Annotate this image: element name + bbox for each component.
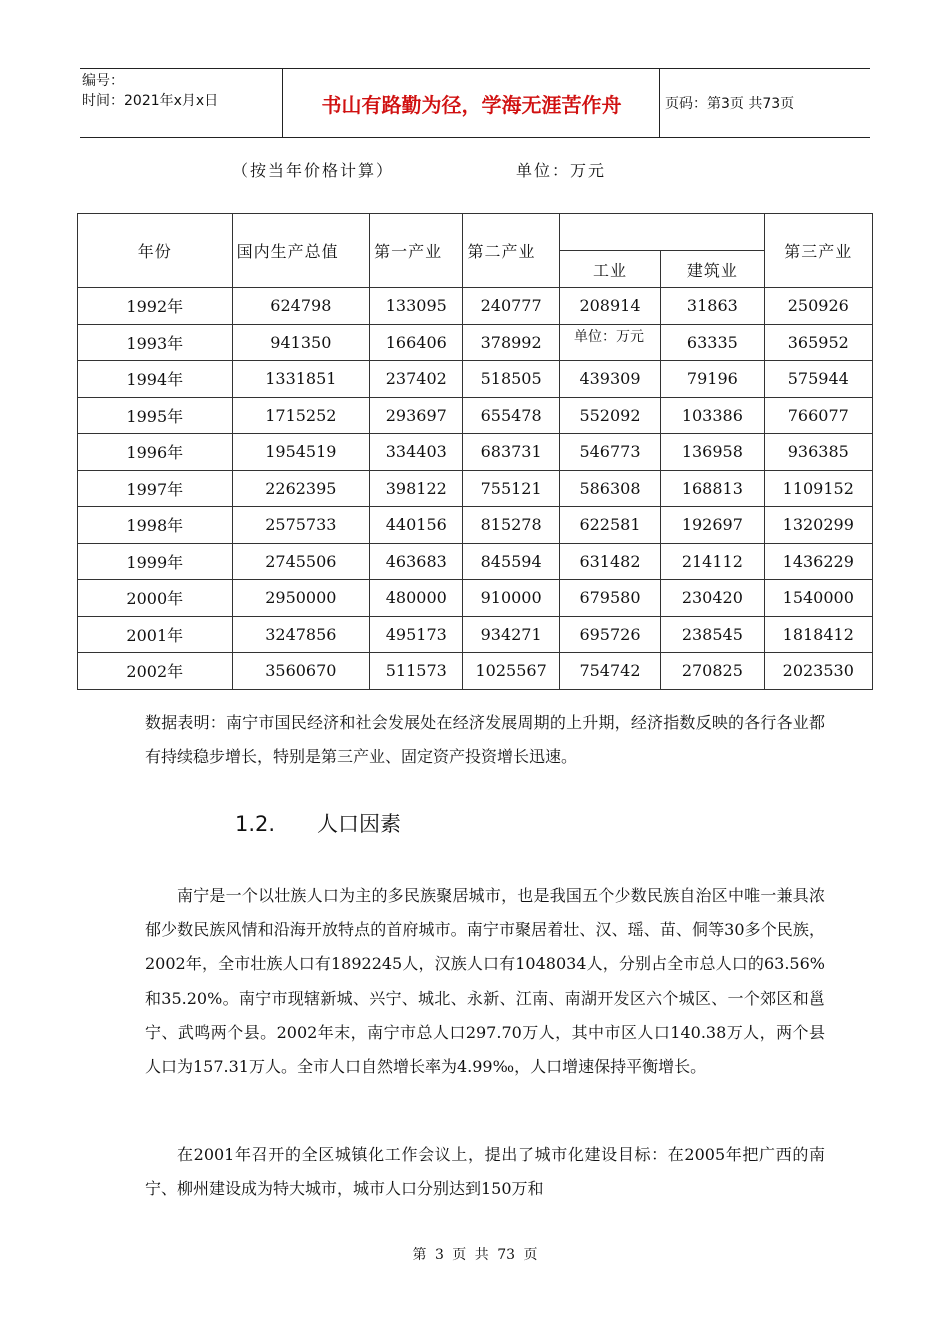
cell-construction: 192697 xyxy=(661,507,764,544)
cell-primary: 495173 xyxy=(370,616,463,653)
cell-tertiary: 1436229 xyxy=(764,543,872,580)
cell-tertiary: 2023530 xyxy=(764,653,872,690)
cell-industry: 695726 xyxy=(559,616,660,653)
cell-gdp: 2745506 xyxy=(232,543,370,580)
table-row xyxy=(78,653,873,690)
cell-secondary: 378992 xyxy=(463,324,559,361)
cell-year: 1996年 xyxy=(78,434,233,471)
section-number: 1.2. xyxy=(235,812,276,836)
cell-tertiary: 1109152 xyxy=(764,470,872,507)
population-paragraph: 南宁是一个以壮族人口为主的多民族聚居城市，也是我国五个少数民族自治区中唯一兼具浓郁少数民族风情和沿海开放特点的首府城市。南宁市聚居着壮、汉、瑶、苗、侗等30多个民族，2002年，全市壮族人口有1892245人，汉族人口有1048034人，分别占全市总人口的63.56%和35.20%。南宁市现辖新城、兴宁、城北、永新、江南、南湖开发区六个城区、一个郊区和邕宁、武鸣两个县。2002年末，南宁市总人口297.70万人，其中市区人口140.38万人，两个县人口为157.31万人。全市人口自然增长率为4.99‰，人口增速保持平衡增长。 xyxy=(145,886,825,1077)
table-row xyxy=(78,361,873,398)
document-date: 时间：2021年x月x日 xyxy=(82,93,219,109)
cell-gdp: 3247856 xyxy=(232,616,370,653)
cell-construction: 79196 xyxy=(661,361,764,398)
cell-industry: 552092 xyxy=(559,397,660,434)
cell-gdp: 2262395 xyxy=(232,470,370,507)
cell-construction: 63335 xyxy=(661,324,764,361)
table-row xyxy=(78,543,873,580)
cell-secondary: 1025567 xyxy=(463,653,559,690)
cell-secondary: 755121 xyxy=(463,470,559,507)
price-basis-note: （按当年价格计算） xyxy=(232,161,395,180)
table-overlay-unit-note: 单位：万元 xyxy=(572,326,646,346)
cell-construction: 31863 xyxy=(661,288,764,325)
table-row xyxy=(78,288,873,325)
cell-gdp: 2950000 xyxy=(232,580,370,617)
cell-construction: 168813 xyxy=(661,470,764,507)
header-motto: 书山有路勤为径，学海无涯苦作舟 xyxy=(284,69,660,137)
unit-label: 单位：万元 xyxy=(516,161,607,180)
cell-year: 1998年 xyxy=(78,507,233,544)
cell-industry: 208914 xyxy=(559,288,660,325)
table-header-row xyxy=(78,214,873,251)
cell-secondary: 845594 xyxy=(463,543,559,580)
cell-tertiary: 250926 xyxy=(764,288,872,325)
cell-secondary: 655478 xyxy=(463,397,559,434)
cell-primary: 133095 xyxy=(370,288,463,325)
table-row xyxy=(78,434,873,471)
cell-tertiary: 1540000 xyxy=(764,580,872,617)
cell-gdp: 2575733 xyxy=(232,507,370,544)
cell-industry: 586308 xyxy=(559,470,660,507)
cell-tertiary: 365952 xyxy=(764,324,872,361)
header-construction: 建筑业 xyxy=(661,251,764,288)
table-row xyxy=(78,470,873,507)
cell-year: 1993年 xyxy=(78,324,233,361)
header-meta xyxy=(80,69,283,137)
cell-primary: 480000 xyxy=(370,580,463,617)
cell-gdp: 941350 xyxy=(232,324,370,361)
cell-tertiary: 1320299 xyxy=(764,507,872,544)
cell-primary: 398122 xyxy=(370,470,463,507)
cell-industry: 754742 xyxy=(559,653,660,690)
table-row xyxy=(78,616,873,653)
cell-year: 1997年 xyxy=(78,470,233,507)
cell-secondary: 910000 xyxy=(463,580,559,617)
cell-gdp: 1715252 xyxy=(232,397,370,434)
cell-industry: 546773 xyxy=(559,434,660,471)
cell-industry: 622581 xyxy=(559,507,660,544)
table-row xyxy=(78,580,873,617)
section-title: 人口因素 xyxy=(317,812,401,836)
cell-year: 2000年 xyxy=(78,580,233,617)
cell-primary: 334403 xyxy=(370,434,463,471)
cell-year: 2002年 xyxy=(78,653,233,690)
header-year: 年份 xyxy=(78,214,233,288)
cell-secondary: 934271 xyxy=(463,616,559,653)
cell-primary: 463683 xyxy=(370,543,463,580)
cell-industry: 631482 xyxy=(559,543,660,580)
cell-gdp: 624798 xyxy=(232,288,370,325)
header-secondary-breakdown xyxy=(559,214,764,251)
cell-construction: 238545 xyxy=(661,616,764,653)
cell-primary: 293697 xyxy=(370,397,463,434)
cell-tertiary: 936385 xyxy=(764,434,872,471)
cell-industry: 679580 xyxy=(559,580,660,617)
cell-construction: 230420 xyxy=(661,580,764,617)
data-summary-paragraph: 数据表明：南宁市国民经济和社会发展处在经济发展周期的上升期，经济指数反映的各行各业都有持续稳步增长，特别是第三产业、固定资产投资增长迅速。 xyxy=(145,713,825,766)
page-footer: 第 3 页 共 73 页 xyxy=(412,1247,538,1263)
cell-construction: 214112 xyxy=(661,543,764,580)
header-tertiary: 第三产业 xyxy=(764,214,872,288)
cell-secondary: 815278 xyxy=(463,507,559,544)
header-page-info: 页码：第3页 共73页 xyxy=(665,96,795,112)
cell-secondary: 518505 xyxy=(463,361,559,398)
table-row xyxy=(78,324,873,361)
cell-year: 1992年 xyxy=(78,288,233,325)
cell-gdp: 1954519 xyxy=(232,434,370,471)
cell-industry: 439309 xyxy=(559,361,660,398)
cell-construction: 136958 xyxy=(661,434,764,471)
cell-construction: 103386 xyxy=(661,397,764,434)
document-number-label: 编号： xyxy=(82,73,124,89)
cell-gdp: 3560670 xyxy=(232,653,370,690)
cell-primary: 166406 xyxy=(370,324,463,361)
urbanization-paragraph: 在2001年召开的全区城镇化工作会议上，提出了城市化建设目标：在2005年把广西的南宁、柳州建设成为特大城市，城市人口分别达到150万和 xyxy=(145,1145,825,1198)
header-primary: 第一产业 xyxy=(370,214,463,288)
cell-tertiary: 766077 xyxy=(764,397,872,434)
cell-tertiary: 575944 xyxy=(764,361,872,398)
table-body xyxy=(78,288,873,690)
page-header xyxy=(80,68,870,138)
cell-primary: 440156 xyxy=(370,507,463,544)
header-secondary: 第二产业 xyxy=(463,214,559,288)
cell-secondary: 683731 xyxy=(463,434,559,471)
cell-secondary: 240777 xyxy=(463,288,559,325)
cell-construction: 270825 xyxy=(661,653,764,690)
table-row xyxy=(78,507,873,544)
table-row xyxy=(78,397,873,434)
gdp-table xyxy=(77,213,873,690)
cell-year: 1995年 xyxy=(78,397,233,434)
cell-primary: 511573 xyxy=(370,653,463,690)
cell-gdp: 1331851 xyxy=(232,361,370,398)
section-heading xyxy=(235,808,401,838)
cell-tertiary: 1818412 xyxy=(764,616,872,653)
header-gdp: 国内生产总值 xyxy=(232,214,370,288)
cell-primary: 237402 xyxy=(370,361,463,398)
header-industry: 工业 xyxy=(559,251,660,288)
cell-year: 2001年 xyxy=(78,616,233,653)
cell-year: 1994年 xyxy=(78,361,233,398)
cell-year: 1999年 xyxy=(78,543,233,580)
